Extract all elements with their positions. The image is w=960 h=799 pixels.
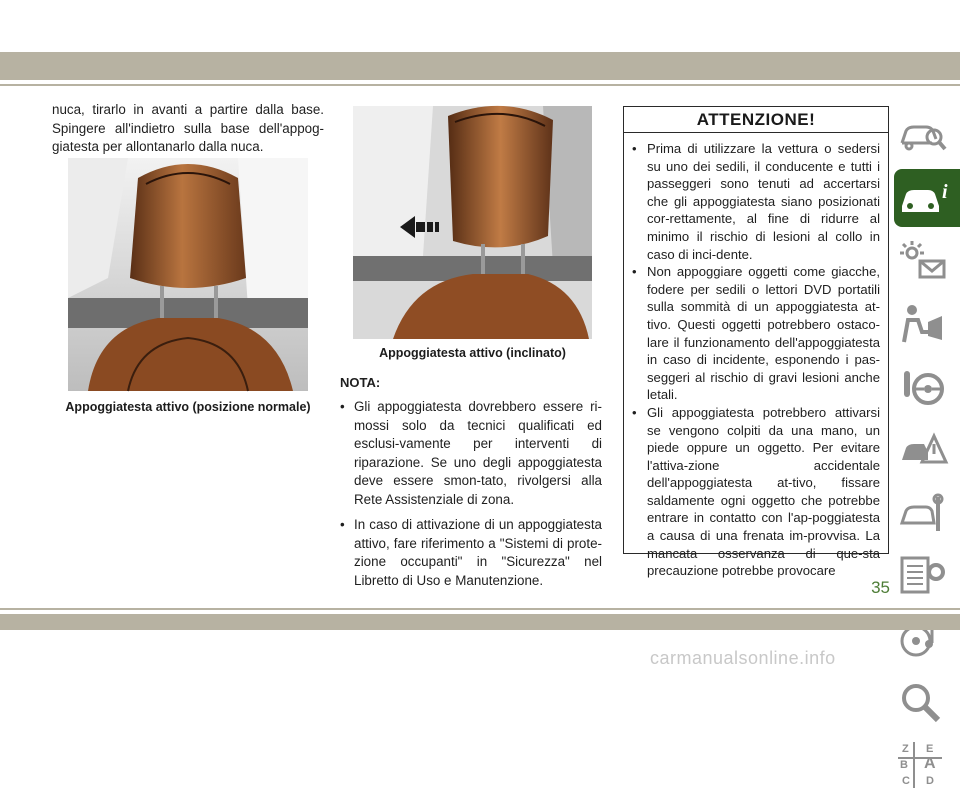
svg-text:C: C [902, 775, 910, 787]
svg-text:A: A [924, 755, 936, 772]
car-tools-icon[interactable] [894, 484, 960, 542]
settings-list-icon[interactable] [894, 547, 960, 605]
caption-headrest-normal: Appoggiatesta attivo (posizione normale) [65, 400, 311, 414]
svg-text:i: i [942, 181, 948, 203]
magnifier-icon[interactable] [894, 673, 960, 731]
nota-bullet: • In caso di attivazione di un appoggiatesta attivo, fare riferimento a "Sistemi di prote-zione occupanti" in "Sicurezza" nel Libretto di Uso e Manutenzione. [340, 516, 602, 590]
warning-item: • Prima di utilizzare la vettura o sedersi su uno dei sedili, il conducente e tutti i passeggeri sono tenuti ad accertarsi che gli appoggiatesta siano posizionati cor-rettamente, al fine di ridurre al minimo il rischio di lesioni al collo in caso di inci-dente. [632, 140, 880, 263]
watermark: carmanualsonline.info [650, 648, 836, 668]
caption-headrest-tilted: Appoggiatesta attivo (inclinato) [379, 346, 566, 360]
warning-item: • Non appoggiare oggetti come giacche, fodere per sedili o lettori DVD portatili sulla sommità di un appoggiatesta at-tivo. Questi oggetti potrebbero ostaco-lare il funzionamento dell'appoggiatesta in caso di incidente, esponendo i pas-seggeri al rischio di gravi lesioni anche letali. [632, 263, 880, 404]
breakdown-warning-icon[interactable] [894, 421, 960, 479]
alphabet-index-icon[interactable] [894, 736, 960, 794]
svg-text:Z: Z [902, 743, 909, 755]
airbag-person-icon[interactable] [894, 295, 960, 353]
svg-text:D: D [926, 775, 934, 787]
car-info-icon[interactable] [894, 169, 960, 227]
top-divider-line [0, 84, 960, 86]
intro-paragraph: nuca, tirarlo in avanti a partire dalla base. Spingere all'indietro sulla base dell'appog-giatesta per allontanarlo dalla nuca. [52, 102, 324, 154]
warning-title: ATTENZIONE! [624, 107, 888, 133]
headrest-normal-photo [68, 158, 308, 391]
page-number: 35 [871, 578, 890, 597]
top-decorative-band [0, 52, 960, 80]
headrest-tilted-photo [353, 106, 592, 339]
warning-list [624, 133, 888, 580]
bottom-decorative-band [0, 614, 960, 630]
car-search-icon[interactable] [894, 106, 960, 164]
chapter-tabs [894, 106, 960, 799]
steering-wheel-icon[interactable] [894, 358, 960, 416]
nota-bullet-list [340, 398, 602, 597]
warning-item: • Gli appoggiatesta potrebbero attivarsi se vengono colpiti da una mano, un piede oppure un oggetto. Per evitare l'attiva-zione accidentale dell'appoggiatesta at-tivo, fissare saldamente ogni oggetto che potrebbe entrare in contatto con l'ap-poggiatesta a causa di una frenata im-provvisa. La mancata osservanza di que-sta precauzione potrebbe provocare [632, 404, 880, 580]
dashboard-lights-icon[interactable] [894, 232, 960, 290]
nota-heading: NOTA: [340, 375, 381, 390]
warning-box [623, 106, 889, 579]
nota-bullet: • Gli appoggiatesta dovrebbero essere ri-mossi solo da tecnici qualificati ed esclusi-vamente per interventi di riparazione. Se uno degli appoggiatesta deve essere smon-tato, rivolgersi alla Rete Assistenziale di zona. [340, 398, 602, 509]
bottom-divider-line [0, 608, 960, 610]
svg-text:B: B [900, 759, 908, 771]
svg-text:E: E [926, 743, 934, 755]
